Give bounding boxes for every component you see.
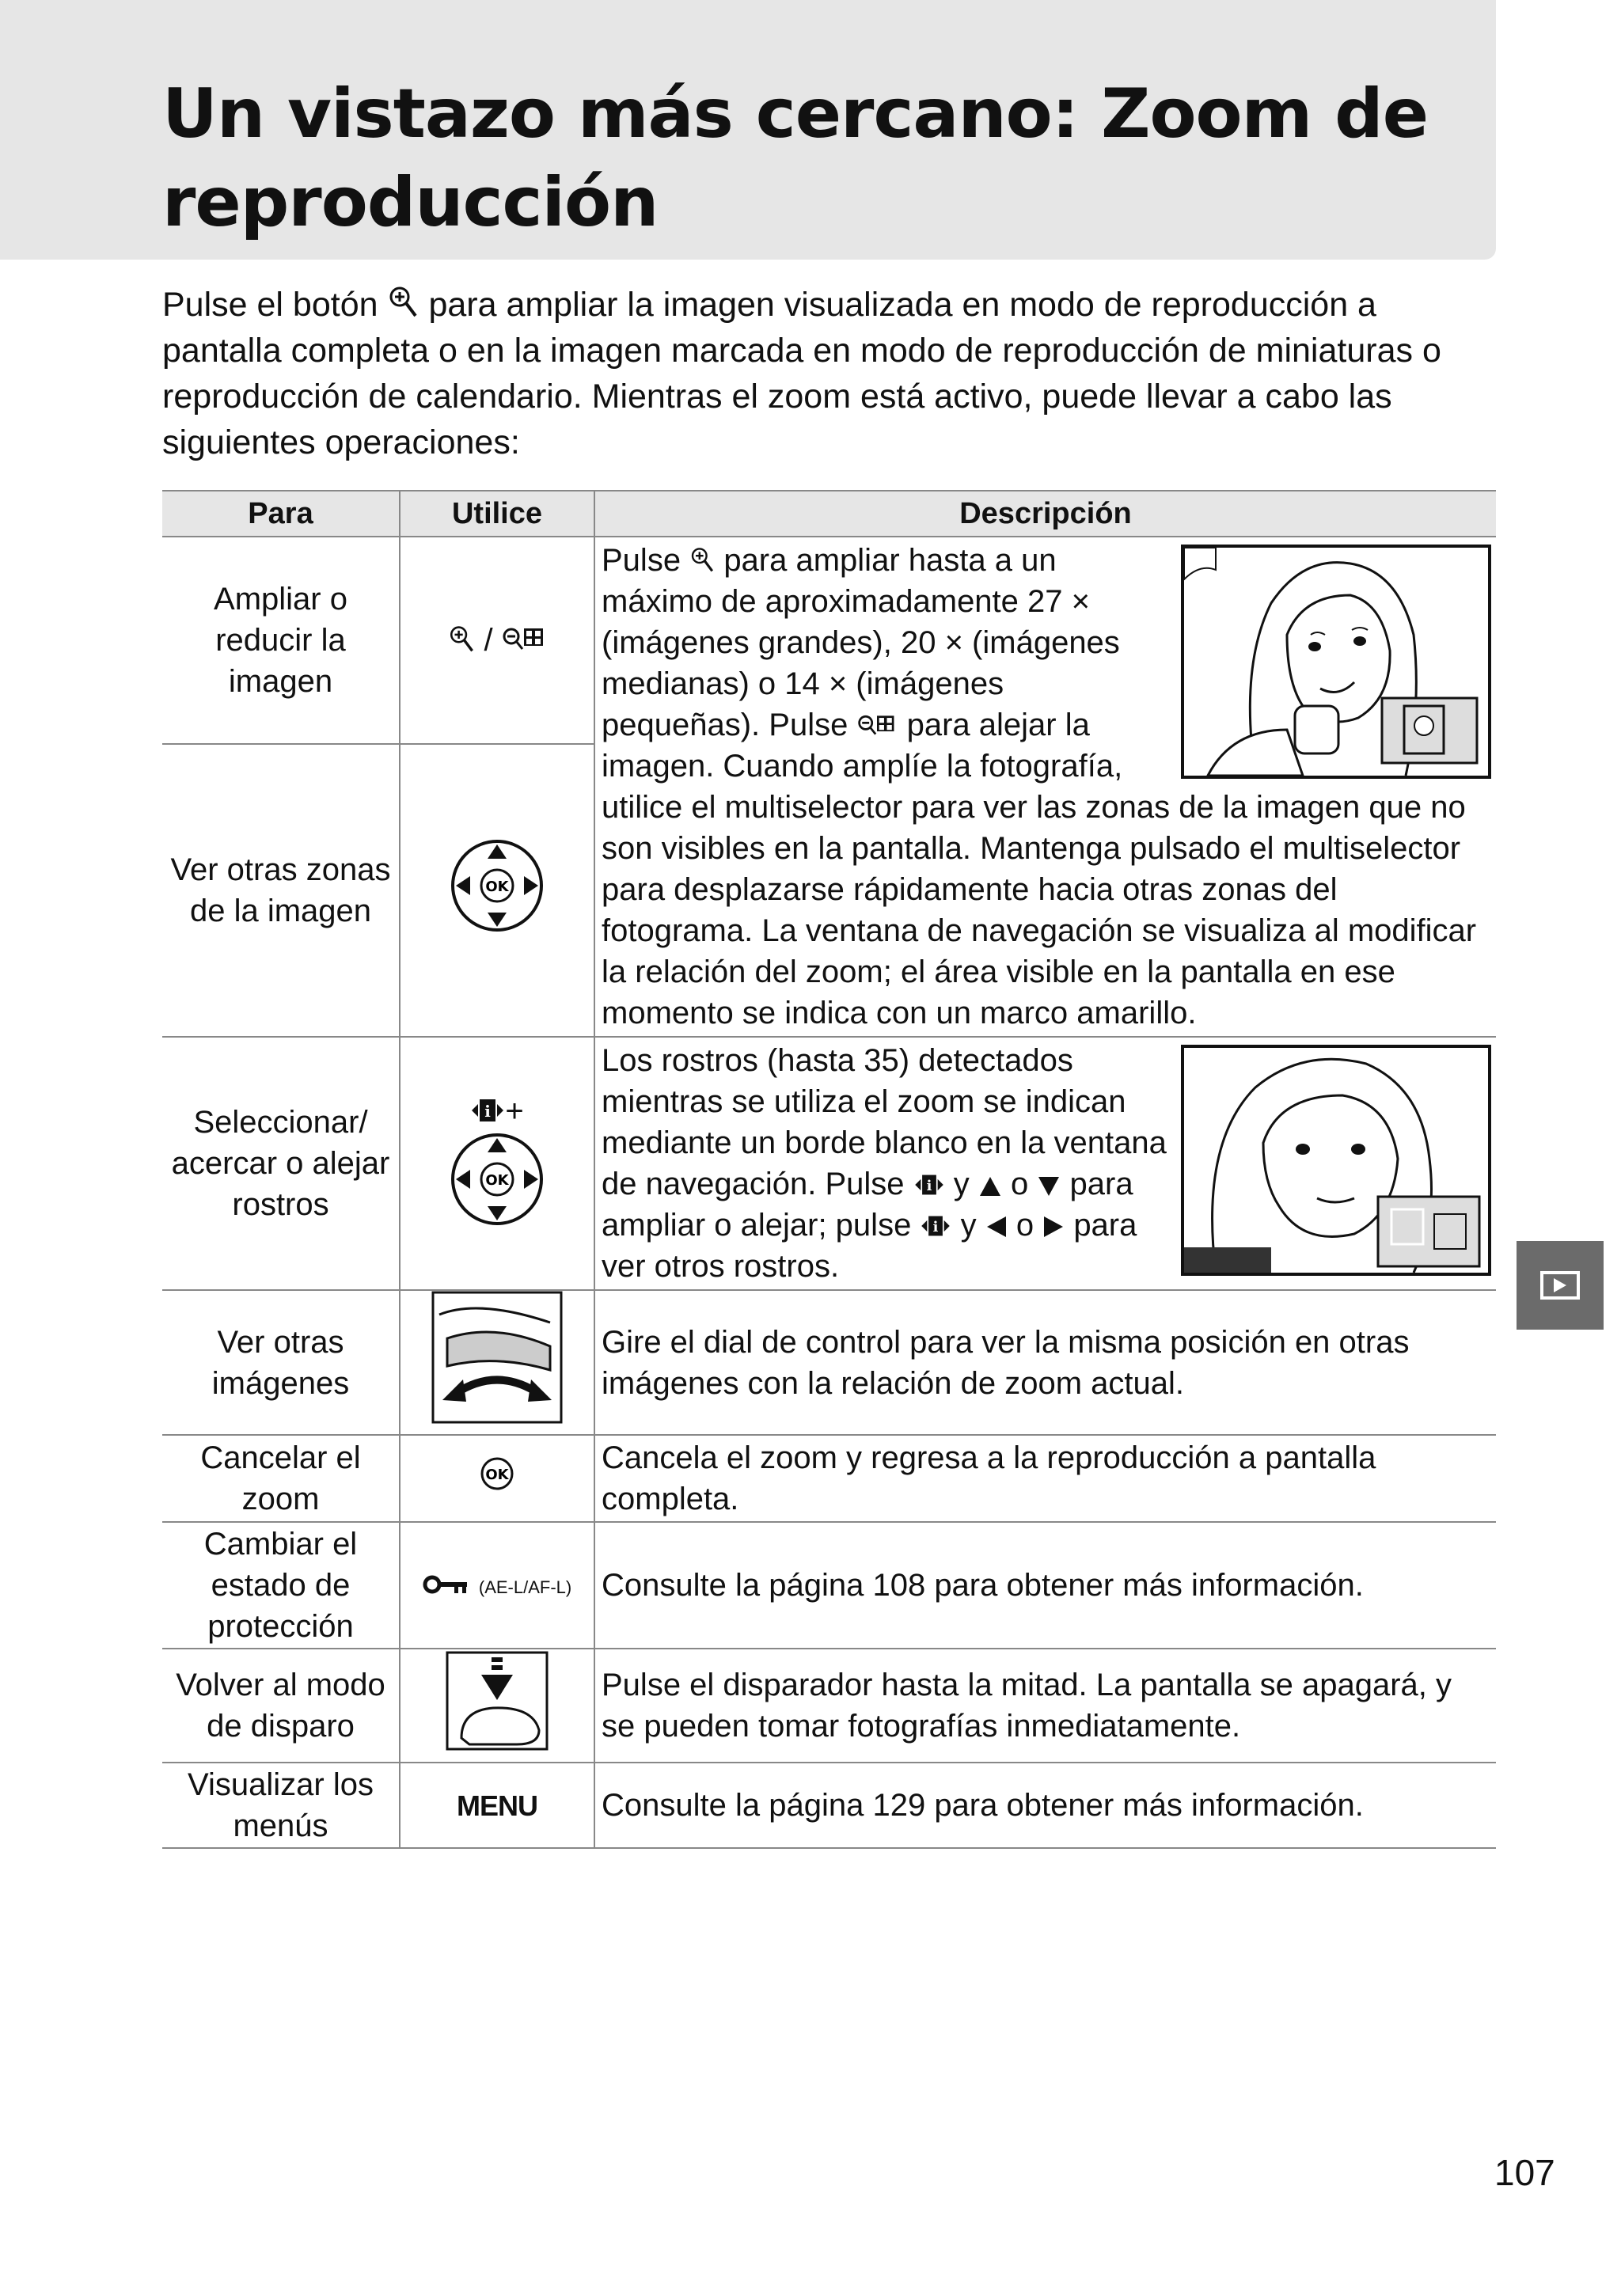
desc-cell <box>594 1435 1496 1522</box>
svg-text:i: i <box>926 1178 932 1195</box>
zoom-in-icon <box>689 545 715 574</box>
page-number: 107 <box>1494 2152 1555 2193</box>
header-utilice: Utilice <box>400 491 594 537</box>
desc-faces-part-f: o <box>1015 1208 1034 1243</box>
intro-before: Pulse el botón <box>162 286 378 324</box>
util-cell <box>400 1649 594 1763</box>
svg-text:OK: OK <box>485 1171 509 1189</box>
desc-zoom-part-c: para alejar la imagen. Cuando amplíe la fotografía, utilice el multiselector para ver las zonas de la imagen que no son visibles en la pantalla. Mantenga pulsado el multiselector para desplazarse rápidamente hacia otras zonas del fotograma. La ventana de navegación se visualiza al modificar la relación del zoom; el área visible en la pantalla en ese momento se indica con un marco amarillo. <box>602 708 1477 1030</box>
svg-text:i: i <box>933 1219 939 1236</box>
para-cell: Volver al modo de disparo <box>162 1649 400 1763</box>
ok-button-icon <box>480 1456 514 1491</box>
zoom-out-thumbnail-icon <box>502 624 546 654</box>
desc-text: Consulte la página 108 para obtener más información. <box>602 1568 1364 1603</box>
zoomed-portrait-illustration <box>1181 545 1491 779</box>
intro-after: para ampliar la imagen visualizada en modo de reproducción a pantalla completa o en la imagen marcada en modo de reproducción de miniaturas o reproducción de calendario. Mientras el zoom está activo, puede llevar a cabo las siguientes operaciones: <box>162 286 1441 461</box>
table-row <box>162 1037 1496 1290</box>
para-cell: Ver otras zonas de la imagen <box>162 744 400 1037</box>
desc-faces-part-d: para ampliar o alejar; pulse <box>602 1167 1133 1243</box>
para-cell: Visualizar los menús <box>162 1763 400 1848</box>
desc-cell-zoom <box>594 537 1496 1037</box>
face-select-button-icon <box>913 1172 945 1197</box>
command-dial-icon <box>431 1291 563 1424</box>
desc-text: Cancela el zoom y regresa a la reproducción a pantalla completa. <box>602 1440 1376 1516</box>
zoom-in-icon <box>387 284 419 319</box>
para-cell: Ver otras imágenes <box>162 1290 400 1435</box>
playback-section-tab <box>1517 1241 1604 1330</box>
desc-faces-part-a: Los rostros (hasta 35) detectados mientras se utiliza el zoom se indican mediante un borde blanco en la ventana de navegación. Pulse <box>602 1043 1167 1201</box>
desc-text: Pulse el disparador hasta la mitad. La pantalla se apagará, y se pueden tomar fotografías inmediatamente. <box>602 1668 1452 1744</box>
svg-text:i: i <box>484 1101 492 1121</box>
up-arrow-icon <box>978 1175 1002 1197</box>
multi-selector-icon <box>450 838 545 933</box>
protect-key-icon <box>423 1573 470 1596</box>
desc-faces-part-g: para ver otros rostros. <box>602 1208 1137 1284</box>
desc-cell-faces <box>594 1037 1496 1290</box>
face-zoom-drawing <box>1184 1048 1488 1273</box>
table-row <box>162 1435 1496 1522</box>
desc-text: Consulte la página 129 para obtener más información. <box>602 1788 1364 1823</box>
operations-table <box>162 490 1496 1849</box>
page-title: Un vistazo más cercano: Zoom de reproducción <box>162 74 1429 242</box>
right-arrow-icon <box>1042 1215 1065 1239</box>
para-cell: Cancelar el zoom <box>162 1435 400 1522</box>
table-row <box>162 537 1496 744</box>
util-cell <box>400 1522 594 1649</box>
svg-text:OK: OK <box>485 1466 509 1483</box>
para-cell: Seleccionar/ acercar o alejar rostros <box>162 1037 400 1290</box>
svg-text:OK: OK <box>485 878 509 895</box>
desc-cell <box>594 1522 1496 1649</box>
intro-paragraph <box>162 282 1492 465</box>
util-cell <box>400 1037 594 1290</box>
util-cell <box>400 1435 594 1522</box>
face-plus: + <box>505 1093 524 1129</box>
header-para: Para <box>162 491 400 537</box>
multi-selector-icon <box>450 1132 545 1227</box>
util-cell <box>400 1290 594 1435</box>
desc-cell <box>594 1290 1496 1435</box>
face-zoom-illustration <box>1181 1045 1491 1276</box>
table-row <box>162 1649 1496 1763</box>
playback-icon <box>1517 1241 1604 1330</box>
util-cell <box>400 744 594 1037</box>
face-util-line <box>407 1091 587 1132</box>
util-separator: / <box>484 623 493 658</box>
desc-zoom-part-a: Pulse <box>602 543 681 578</box>
util-cell <box>400 537 594 744</box>
left-arrow-icon <box>985 1215 1008 1239</box>
menu-button-label: MENU <box>457 1789 537 1822</box>
desc-zoom-part-b: para ampliar hasta a un máximo de aproximadamente 27 × (imágenes grandes), 20 × (imágenes medianas) o 14 × (imágenes pequeñas). Pulse <box>602 543 1120 742</box>
zoom-out-thumbnail-icon <box>856 712 898 738</box>
desc-faces-part-e: y <box>960 1208 977 1243</box>
desc-cell <box>594 1763 1496 1848</box>
desc-faces-part-c: o <box>1011 1167 1029 1201</box>
table-row <box>162 1290 1496 1435</box>
util-cell <box>400 1763 594 1848</box>
table-row <box>162 1763 1496 1848</box>
shutter-release-icon <box>446 1651 549 1751</box>
table-row <box>162 1522 1496 1649</box>
portrait-zoom-drawing <box>1184 548 1488 776</box>
desc-text: Gire el dial de control para ver la misma posición en otras imágenes con la relación de zoom actual. <box>602 1324 1410 1401</box>
face-select-button-icon <box>920 1213 951 1239</box>
header-descripcion: Descripción <box>594 491 1496 537</box>
desc-faces-part-b: y <box>953 1167 970 1201</box>
table-header-row <box>162 491 1496 537</box>
desc-cell <box>594 1649 1496 1763</box>
protect-button-label: (AE-L/AF-L) <box>478 1577 572 1597</box>
down-arrow-icon <box>1037 1175 1061 1197</box>
face-select-button-icon <box>470 1096 505 1125</box>
para-cell: Ampliar o reducir la imagen <box>162 537 400 744</box>
para-cell: Cambiar el estado de protección <box>162 1522 400 1649</box>
zoom-in-icon <box>448 624 475 654</box>
